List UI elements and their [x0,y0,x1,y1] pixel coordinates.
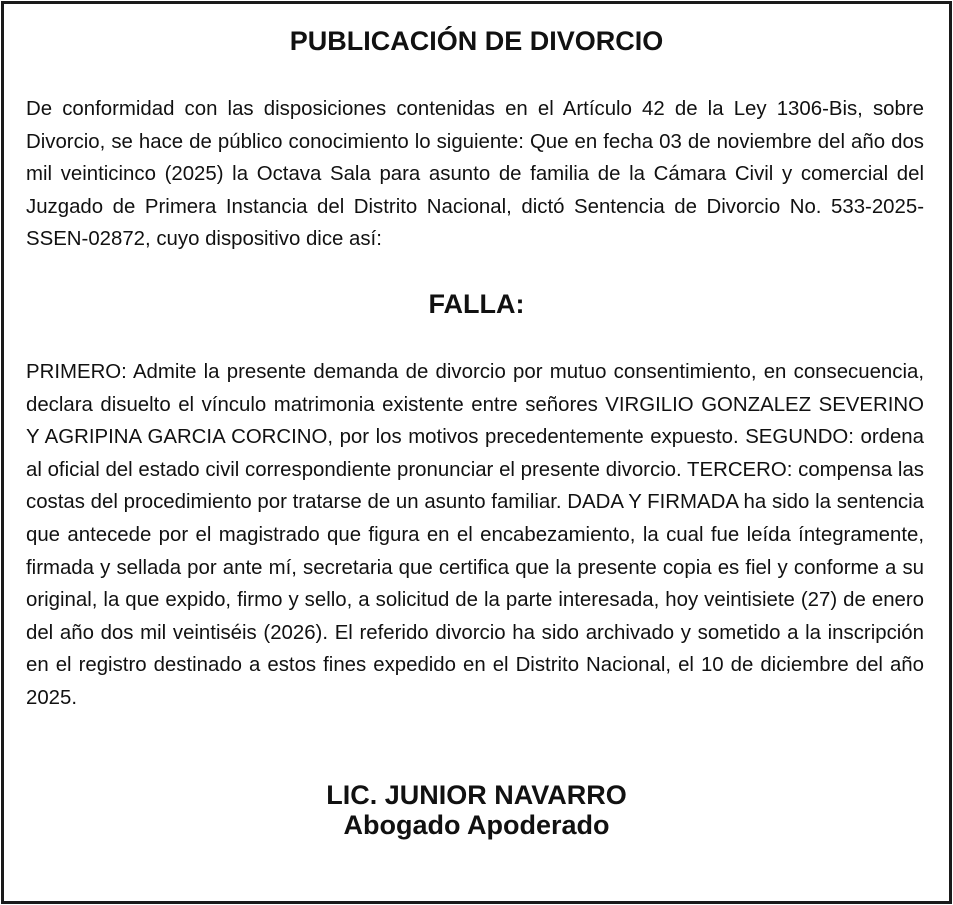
signatory-role: Abogado Apoderado [343,810,610,840]
divorce-notice [1,1,952,904]
signature-block [4,780,949,840]
notice-title: PUBLICACIÓN DE DIVORCIO [289,26,664,56]
ruling-paragraph: PRIMERO: Admite la presente demanda de divorcio por mutuo consentimiento, en consecuencia, declara disuelto el vínculo matrimonia existente entre señores VIRGILIO GONZALEZ SEVERINO Y AGRIPINA GARCIA CORCINO, por los motivos precedentemente expuesto. SEGUNDO: ordena al oficial del estado civil correspondiente pronunciar el presente divorcio. TERCERO: compensa las costas del procedimiento por tratarse de un asunto familiar. DADA Y FIRMADA ha sido la sentencia que antecede por el magistrado que figura en el encabezamiento, la cual fue leída íntegramente, firmada y sellada por ante mí, secretaria que certifica que la presente copia es fiel y conforme a su original, la que expido, firmo y sello, a solicitud de la parte interesada, hoy veintisiete (27) de enero del año dos mil veintiséis (2026). El referido divorcio ha sido archivado y sometido a la inscripción en el registro destinado a estos fines expedido en el Distrito Nacional, el 10 de diciembre del año 2025. [26,361,924,709]
intro-paragraph: De conformidad con las disposiciones contenidas en el Artículo 42 de la Ley 1306-Bis, sobre Divorcio, se hace de público conocimiento lo siguiente: Que en fecha 03 de noviembre del año dos mil veinticinco (2025) la Octava Sala para asunto de familia de la Cámara Civil y comercial del Juzgado de Primera Instancia del Distrito Nacional, dictó Sentencia de Divorcio No. 533-2025-SSEN-02872, cuyo dispositivo dice así: [26,98,924,251]
falla-heading: FALLA: [428,289,525,319]
signatory-name: LIC. JUNIOR NAVARRO [326,780,627,810]
